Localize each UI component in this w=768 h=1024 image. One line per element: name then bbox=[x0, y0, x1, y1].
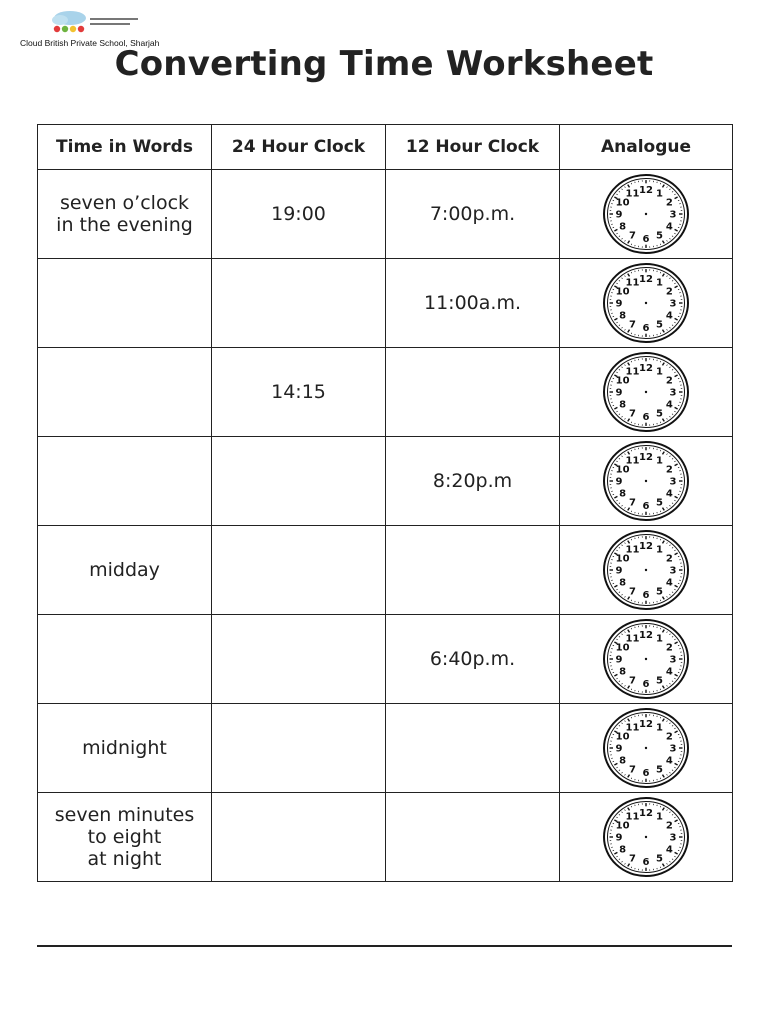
clock-numeral: 7 bbox=[629, 853, 636, 865]
analogue-cell[interactable] bbox=[560, 793, 733, 882]
clock-numeral: 5 bbox=[656, 230, 663, 242]
clock-numeral: 10 bbox=[615, 820, 630, 832]
clock-numeral: 1 bbox=[656, 366, 663, 378]
24-hour-clock-cell[interactable] bbox=[212, 526, 386, 615]
clock-numeral: 10 bbox=[615, 375, 630, 387]
clock-numeral: 2 bbox=[665, 464, 673, 476]
clock-numeral: 7 bbox=[629, 675, 636, 687]
clock-numeral: 9 bbox=[615, 298, 623, 310]
clock-numeral: 1 bbox=[656, 544, 663, 556]
clock-numeral: 3 bbox=[669, 476, 677, 488]
clock-numeral: 7 bbox=[629, 408, 636, 420]
24-hour-clock-cell[interactable] bbox=[212, 793, 386, 882]
clock-numeral: 11 bbox=[625, 366, 640, 378]
clock-numeral: 12 bbox=[639, 452, 653, 464]
time-in-words-text: seven o’clock in the evening bbox=[56, 192, 193, 236]
clock-numeral: 9 bbox=[615, 476, 623, 488]
clock-numeral: 2 bbox=[665, 286, 673, 298]
clock-numeral: 2 bbox=[665, 553, 673, 565]
clock-numeral: 3 bbox=[669, 209, 677, 221]
clock-numeral: 6 bbox=[642, 856, 650, 868]
clock-numeral: 11 bbox=[625, 811, 640, 823]
column-header-12-hour-clock: 12 Hour Clock bbox=[386, 125, 560, 170]
clock-numeral: 3 bbox=[669, 654, 677, 666]
column-header-24-hour-clock: 24 Hour Clock bbox=[212, 125, 386, 170]
clock-numeral: 10 bbox=[615, 197, 630, 209]
blank-clock-face-icon bbox=[602, 351, 690, 433]
clock-numeral: 11 bbox=[625, 455, 640, 467]
clock-numeral: 9 bbox=[615, 387, 623, 399]
clock-numeral: 7 bbox=[629, 230, 636, 242]
clock-numeral: 10 bbox=[615, 286, 630, 298]
clock-numeral: 6 bbox=[642, 411, 650, 423]
clock-numeral: 2 bbox=[665, 197, 673, 209]
clock-numeral: 9 bbox=[615, 654, 623, 666]
table-row bbox=[38, 348, 733, 437]
analogue-cell[interactable] bbox=[560, 170, 733, 259]
clock-numeral: 10 bbox=[615, 464, 630, 476]
12-hour-clock-cell[interactable] bbox=[386, 348, 560, 437]
clock-numeral: 1 bbox=[656, 455, 663, 467]
analogue-cell[interactable] bbox=[560, 615, 733, 704]
clock-numeral: 1 bbox=[656, 722, 663, 734]
bottom-divider bbox=[37, 945, 732, 947]
clock-numeral: 5 bbox=[656, 408, 663, 420]
time-in-words-text: midday bbox=[89, 559, 160, 581]
blank-clock-face-icon bbox=[602, 529, 690, 611]
clock-numeral: 4 bbox=[665, 310, 673, 322]
clock-numeral: 6 bbox=[642, 500, 650, 512]
blank-clock-face-icon bbox=[602, 618, 690, 700]
blank-clock-face-icon bbox=[602, 440, 690, 522]
time-in-words-text: seven minutes to eight at night bbox=[54, 804, 195, 870]
clock-numeral: 1 bbox=[656, 633, 663, 645]
column-header-time-in-words: Time in Words bbox=[38, 125, 212, 170]
clock-numeral: 1 bbox=[656, 277, 663, 289]
clock-numeral: 5 bbox=[656, 497, 663, 509]
table-row bbox=[38, 793, 733, 882]
clock-numeral: 8 bbox=[619, 844, 627, 856]
analogue-cell[interactable] bbox=[560, 437, 733, 526]
clock-numeral: 2 bbox=[665, 820, 673, 832]
24-hour-clock-cell[interactable] bbox=[212, 704, 386, 793]
12-hour-clock-cell[interactable]: 6:40p.m. bbox=[386, 615, 560, 704]
clock-numeral: 4 bbox=[665, 577, 673, 589]
clock-numeral: 5 bbox=[656, 764, 663, 776]
blank-clock-face-icon bbox=[602, 796, 690, 878]
worksheet-table bbox=[37, 124, 733, 882]
clock-numeral: 3 bbox=[669, 298, 677, 310]
clock-numeral: 7 bbox=[629, 497, 636, 509]
clock-numeral: 7 bbox=[629, 764, 636, 776]
12-hour-clock-cell[interactable]: 11:00a.m. bbox=[386, 259, 560, 348]
cloud-logo-icon bbox=[48, 8, 144, 36]
school-name: Cloud British Private School, Sharjah bbox=[20, 38, 160, 48]
table-row bbox=[38, 704, 733, 793]
12-hour-clock-cell[interactable]: 7:00p.m. bbox=[386, 170, 560, 259]
clock-numeral: 6 bbox=[642, 678, 650, 690]
12-hour-clock-cell[interactable] bbox=[386, 704, 560, 793]
clock-numeral: 10 bbox=[615, 642, 630, 654]
header-row bbox=[38, 125, 733, 170]
time-in-words-cell[interactable] bbox=[38, 170, 212, 259]
blank-clock-face-icon bbox=[602, 707, 690, 789]
clock-numeral: 11 bbox=[625, 544, 640, 556]
clock-numeral: 8 bbox=[619, 310, 627, 322]
clock-numeral: 8 bbox=[619, 488, 627, 500]
clock-numeral: 7 bbox=[629, 319, 636, 331]
24-hour-clock-cell[interactable] bbox=[212, 259, 386, 348]
clock-numeral: 8 bbox=[619, 666, 627, 678]
clock-numeral: 9 bbox=[615, 565, 623, 577]
clock-numeral: 5 bbox=[656, 586, 663, 598]
blank-clock-face-icon bbox=[602, 262, 690, 344]
clock-numeral: 10 bbox=[615, 731, 630, 743]
table-row bbox=[38, 170, 733, 259]
24-hour-clock-cell[interactable] bbox=[212, 615, 386, 704]
analogue-cell[interactable] bbox=[560, 526, 733, 615]
12-hour-clock-cell[interactable] bbox=[386, 793, 560, 882]
blank-clock-face-icon bbox=[602, 173, 690, 255]
clock-numeral: 9 bbox=[615, 832, 623, 844]
clock-numeral: 11 bbox=[625, 277, 640, 289]
analogue-cell[interactable] bbox=[560, 348, 733, 437]
time-in-words-cell[interactable] bbox=[38, 526, 212, 615]
clock-numeral: 6 bbox=[642, 322, 650, 334]
clock-numeral: 12 bbox=[639, 274, 653, 286]
analogue-cell[interactable] bbox=[560, 259, 733, 348]
clock-numeral: 4 bbox=[665, 488, 673, 500]
clock-numeral: 1 bbox=[656, 811, 663, 823]
time-in-words-cell[interactable] bbox=[38, 437, 212, 526]
12-hour-clock-cell[interactable]: 8:20p.m bbox=[386, 437, 560, 526]
clock-numeral: 3 bbox=[669, 565, 677, 577]
clock-numeral: 6 bbox=[642, 589, 650, 601]
clock-numeral: 2 bbox=[665, 642, 673, 654]
clock-numeral: 9 bbox=[615, 209, 623, 221]
clock-numeral: 4 bbox=[665, 221, 673, 233]
clock-numeral: 2 bbox=[665, 731, 673, 743]
clock-numeral: 11 bbox=[625, 633, 640, 645]
time-in-words-text: midnight bbox=[82, 737, 167, 759]
time-in-words-cell[interactable] bbox=[38, 793, 212, 882]
24-hour-clock-cell[interactable] bbox=[212, 437, 386, 526]
clock-numeral: 7 bbox=[629, 586, 636, 598]
clock-numeral: 4 bbox=[665, 844, 673, 856]
clock-numeral: 10 bbox=[615, 553, 630, 565]
clock-numeral: 12 bbox=[639, 630, 653, 642]
clock-numeral: 2 bbox=[665, 375, 673, 387]
time-in-words-cell[interactable] bbox=[38, 615, 212, 704]
12-hour-clock-cell[interactable] bbox=[386, 526, 560, 615]
clock-numeral: 4 bbox=[665, 399, 673, 411]
clock-numeral: 5 bbox=[656, 319, 663, 331]
page-title: Converting Time Worksheet bbox=[114, 44, 654, 84]
clock-numeral: 3 bbox=[669, 387, 677, 399]
time-in-words-cell[interactable] bbox=[38, 259, 212, 348]
clock-numeral: 12 bbox=[639, 808, 653, 820]
clock-numeral: 8 bbox=[619, 577, 627, 589]
column-header-analogue: Analogue bbox=[560, 125, 733, 170]
clock-numeral: 11 bbox=[625, 722, 640, 734]
clock-numeral: 12 bbox=[639, 541, 653, 553]
clock-numeral: 6 bbox=[642, 233, 650, 245]
clock-numeral: 12 bbox=[639, 363, 653, 375]
clock-numeral: 12 bbox=[639, 719, 653, 731]
clock-numeral: 1 bbox=[656, 188, 663, 200]
clock-numeral: 4 bbox=[665, 755, 673, 767]
clock-numeral: 8 bbox=[619, 399, 627, 411]
clock-numeral: 11 bbox=[625, 188, 640, 200]
table-row bbox=[38, 615, 733, 704]
24-hour-clock-cell[interactable]: 19:00 bbox=[212, 170, 386, 259]
clock-numeral: 9 bbox=[615, 743, 623, 755]
time-in-words-cell[interactable] bbox=[38, 704, 212, 793]
analogue-cell[interactable] bbox=[560, 704, 733, 793]
clock-numeral: 5 bbox=[656, 853, 663, 865]
time-in-words-cell[interactable] bbox=[38, 348, 212, 437]
24-hour-clock-cell[interactable]: 14:15 bbox=[212, 348, 386, 437]
table-row bbox=[38, 259, 733, 348]
table-row bbox=[38, 437, 733, 526]
clock-numeral: 5 bbox=[656, 675, 663, 687]
clock-numeral: 4 bbox=[665, 666, 673, 678]
clock-numeral: 8 bbox=[619, 221, 627, 233]
clock-numeral: 6 bbox=[642, 767, 650, 779]
clock-numeral: 3 bbox=[669, 743, 677, 755]
clock-numeral: 12 bbox=[639, 185, 653, 197]
clock-numeral: 8 bbox=[619, 755, 627, 767]
clock-numeral: 3 bbox=[669, 832, 677, 844]
table-row bbox=[38, 526, 733, 615]
